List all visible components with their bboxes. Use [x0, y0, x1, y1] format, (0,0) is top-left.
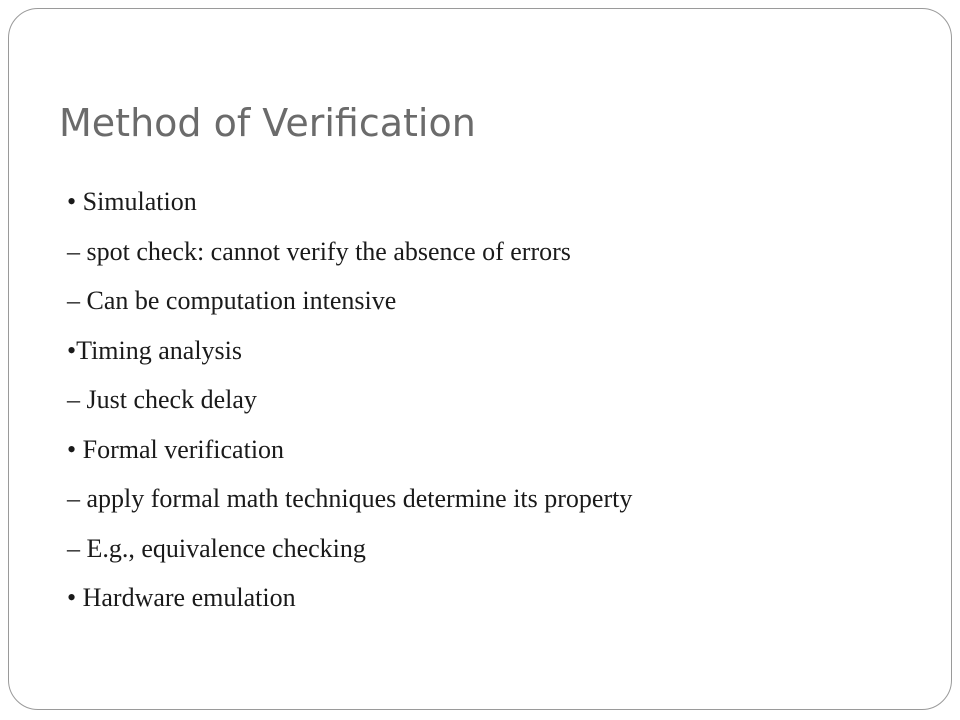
sub-item-spot-check: – spot check: cannot verify the absence of errors — [67, 236, 571, 266]
slide-frame — [8, 8, 952, 710]
sub-item-equivalence-checking: – E.g., equivalence checking — [67, 533, 366, 563]
bullet-timing-analysis: •Timing analysis — [67, 335, 243, 365]
sub-item-computation-intensive: – Can be computation intensive — [67, 286, 397, 315]
sub-item-formal-math: – apply formal math techniques determine its property — [67, 484, 633, 513]
bullet-formal-verification: • Formal verification — [67, 434, 285, 464]
bullet-simulation: • Simulation — [67, 187, 197, 216]
slide-title: Method of Verification — [59, 101, 476, 145]
slide-body — [67, 177, 632, 623]
bullet-hardware-emulation: • Hardware emulation — [67, 583, 296, 612]
sub-item-check-delay: – Just check delay — [67, 385, 257, 414]
